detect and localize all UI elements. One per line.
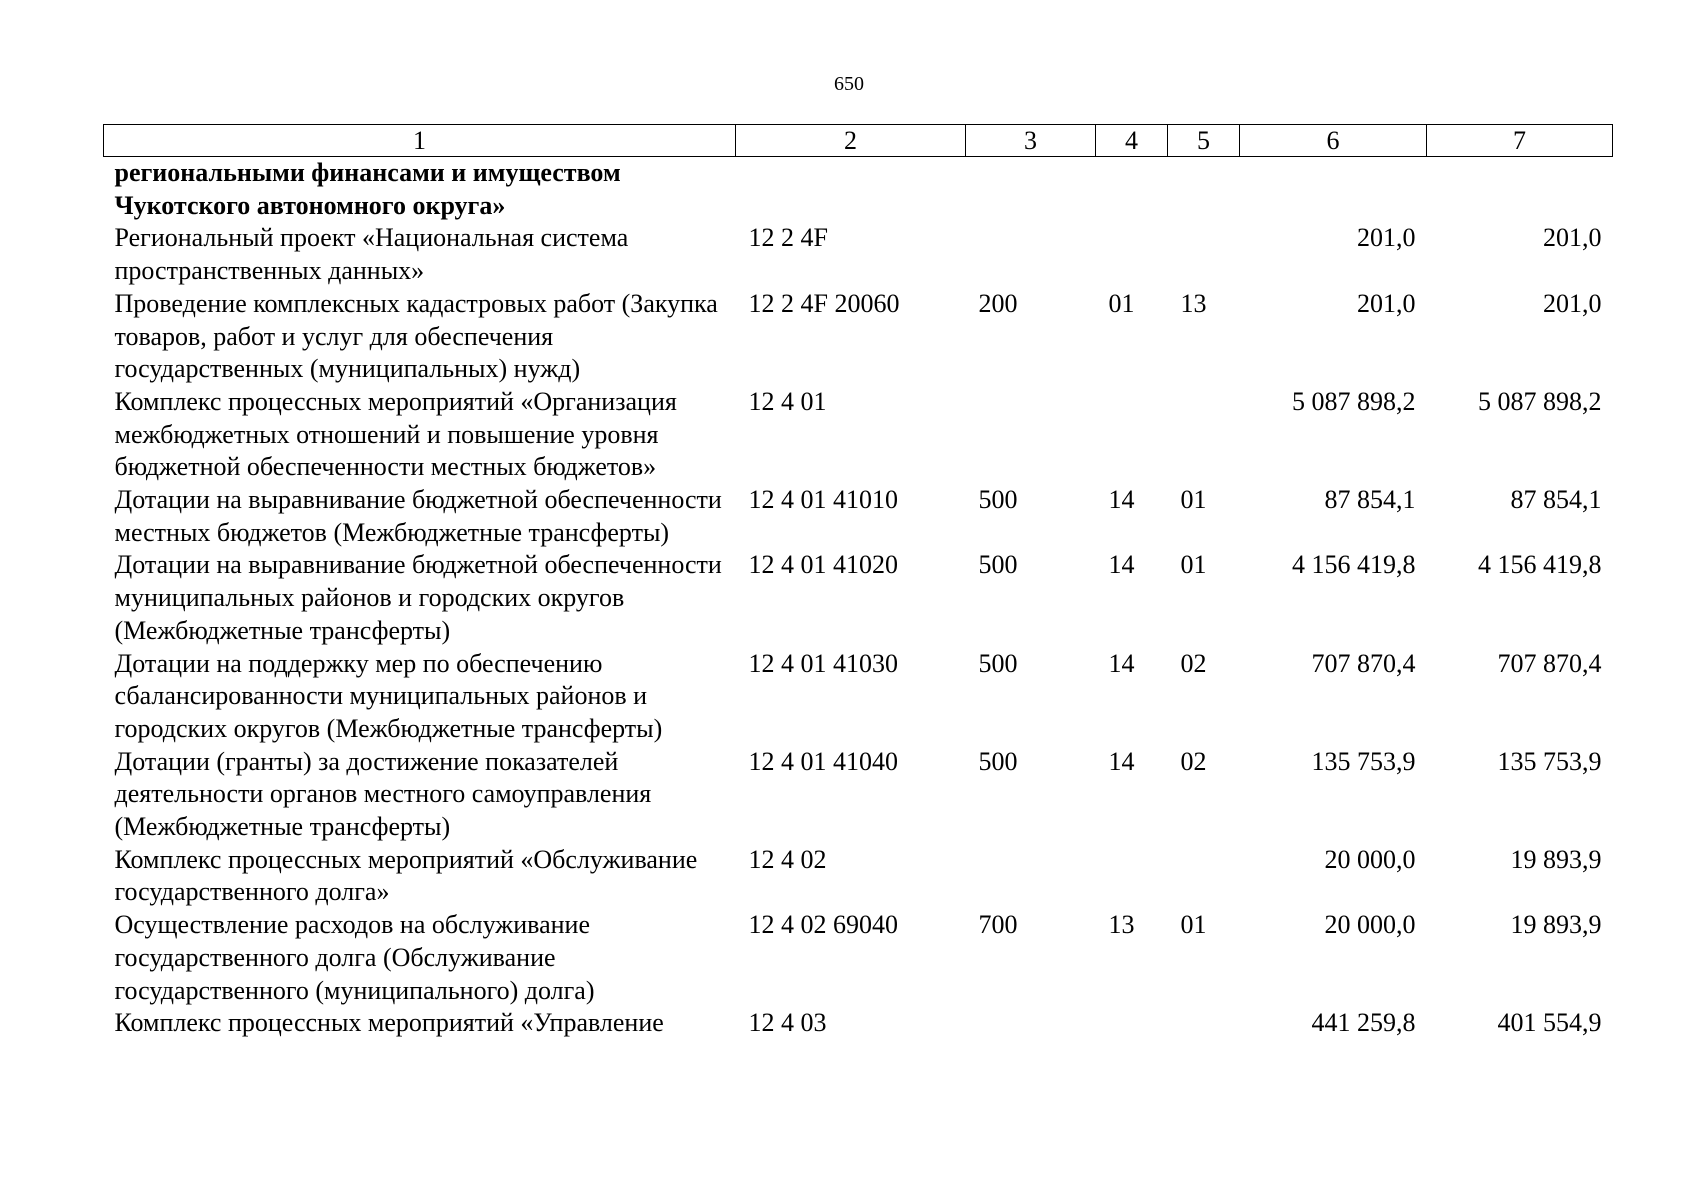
- row-col3: [966, 386, 1096, 484]
- table-row: [104, 386, 1613, 484]
- row-col5: [1168, 844, 1240, 909]
- row-col3: [966, 222, 1096, 287]
- row-col5: [1168, 386, 1240, 484]
- row-col3: [966, 1007, 1096, 1040]
- row-code: 12 4 01 41030: [748, 648, 898, 678]
- row-name: Дотации на выравнивание бюджетной обеспеченности местных бюджетов (Межбюджетные трансферты): [114, 485, 722, 547]
- row-col5: 02: [1180, 648, 1207, 678]
- row-col4: [1096, 1007, 1168, 1040]
- row-code: 12 4 01: [748, 386, 827, 416]
- table-row: [104, 844, 1613, 909]
- row-name: Региональный проект «Национальная система пространственных данных»: [114, 223, 629, 286]
- row-code: 12 2 4F: [748, 223, 828, 253]
- row-col7: 201,0: [1543, 223, 1602, 253]
- row-col7: 401 554,9: [1497, 1008, 1602, 1038]
- row-col6: 87 854,1: [1324, 485, 1416, 515]
- page-number: 650: [834, 73, 864, 95]
- row-col6: 20 000,0: [1324, 844, 1416, 874]
- row-col6: 5 087 898,2: [1292, 386, 1416, 416]
- row-col7: 87 854,1: [1510, 485, 1602, 515]
- header-row: [104, 125, 1613, 157]
- row-col4: 01: [1108, 288, 1135, 318]
- row-col7: 707 870,4: [1497, 648, 1602, 678]
- row-col3: [966, 157, 1096, 223]
- row-col7: 135 753,9: [1497, 746, 1602, 776]
- row-code: 12 4 02 69040: [748, 910, 898, 940]
- column-header-2: 2: [736, 125, 966, 157]
- table-body: [104, 157, 1613, 1040]
- column-header-5: 5: [1168, 125, 1240, 157]
- row-name: Дотации (гранты) за достижение показателей деятельности органов местного самоуправления (Межбюджетные трансферты): [114, 746, 652, 842]
- table-header: [104, 125, 1613, 157]
- table-row: [104, 549, 1613, 647]
- row-col3: 700: [978, 910, 1018, 940]
- row-col6: 707 870,4: [1311, 648, 1416, 678]
- row-code: 12 4 01 41010: [748, 485, 898, 515]
- row-code: 12 4 03: [748, 1008, 827, 1038]
- row-col5: [1168, 157, 1240, 223]
- row-name: Дотации на выравнивание бюджетной обеспеченности муниципальных районов и городских округов (Межбюджетные трансферты): [114, 550, 722, 645]
- row-col6: 441 259,8: [1311, 1008, 1416, 1038]
- row-col5: [1168, 222, 1240, 287]
- table-row: [104, 222, 1613, 287]
- row-col4: 14: [1108, 550, 1135, 580]
- column-header-3: 3: [966, 125, 1096, 157]
- row-col7: 5 087 898,2: [1478, 386, 1602, 416]
- row-col6: 4 156 419,8: [1292, 550, 1416, 580]
- row-col5: 01: [1180, 485, 1207, 515]
- column-header-1: 1: [104, 125, 736, 157]
- row-name: Комплекс процессных мероприятий «Организация межбюджетных отношений и повышение уровня бюджетной обеспеченности местных бюджетов»: [114, 386, 677, 482]
- row-col5: 01: [1180, 910, 1207, 940]
- row-code: 12 4 01 41020: [748, 550, 898, 580]
- budget-table: [103, 124, 1613, 1040]
- row-col5: 13: [1180, 288, 1207, 318]
- row-code: [736, 157, 966, 223]
- row-col4: 14: [1108, 485, 1135, 515]
- row-col7: 4 156 419,8: [1478, 550, 1602, 580]
- row-name: региональными финансами и имуществом Чукотского автономного округа»: [114, 158, 621, 220]
- row-name: Комплекс процессных мероприятий «Обслуживание государственного долга»: [114, 844, 698, 907]
- row-col7: 19 893,9: [1510, 844, 1602, 874]
- row-name: Проведение комплексных кадастровых работ (Закупка товаров, работ и услуг для обеспечения государственных (муниципальных) нужд): [114, 288, 718, 384]
- row-col6: [1240, 157, 1427, 223]
- table-row: [104, 648, 1613, 746]
- table-row: [104, 288, 1613, 386]
- row-name: Осуществление расходов на обслуживание государственного долга (Обслуживание государственного (муниципального) долга): [114, 910, 595, 1005]
- row-col3: [966, 844, 1096, 909]
- row-col3: 500: [978, 550, 1018, 580]
- row-code: 12 4 01 41040: [748, 746, 898, 776]
- row-code: 12 2 4F 20060: [748, 288, 900, 318]
- table-row: [104, 484, 1613, 549]
- table-row: [104, 909, 1613, 1007]
- row-col4: 14: [1108, 746, 1135, 776]
- row-col5: 01: [1180, 550, 1207, 580]
- row-col6: 135 753,9: [1311, 746, 1416, 776]
- row-col7: 19 893,9: [1510, 910, 1602, 940]
- table-row: [104, 1007, 1613, 1040]
- column-header-6: 6: [1240, 125, 1427, 157]
- row-col6: 201,0: [1357, 223, 1416, 253]
- row-name: Комплекс процессных мероприятий «Управление: [114, 1008, 664, 1038]
- row-col4: 14: [1108, 648, 1135, 678]
- row-code: 12 4 02: [748, 844, 827, 874]
- row-col4: [1096, 844, 1168, 909]
- row-col6: 20 000,0: [1324, 910, 1416, 940]
- row-col3: 500: [978, 648, 1018, 678]
- row-col7: [1427, 157, 1613, 223]
- row-col4: [1096, 222, 1168, 287]
- column-header-7: 7: [1427, 125, 1613, 157]
- row-col5: 02: [1180, 746, 1207, 776]
- column-header-4: 4: [1096, 125, 1168, 157]
- row-col7: 201,0: [1543, 288, 1602, 318]
- row-col3: 500: [978, 485, 1018, 515]
- row-col4: [1096, 157, 1168, 223]
- row-col5: [1168, 1007, 1240, 1040]
- table-row: [104, 157, 1613, 223]
- row-col4: 13: [1108, 910, 1135, 940]
- row-col6: 201,0: [1357, 288, 1416, 318]
- row-col3: 200: [978, 288, 1018, 318]
- row-col4: [1096, 386, 1168, 484]
- row-col3: 500: [978, 746, 1018, 776]
- table-row: [104, 746, 1613, 844]
- row-name: Дотации на поддержку мер по обеспечению сбалансированности муниципальных районов и городских округов (Межбюджетные трансферты): [114, 648, 663, 743]
